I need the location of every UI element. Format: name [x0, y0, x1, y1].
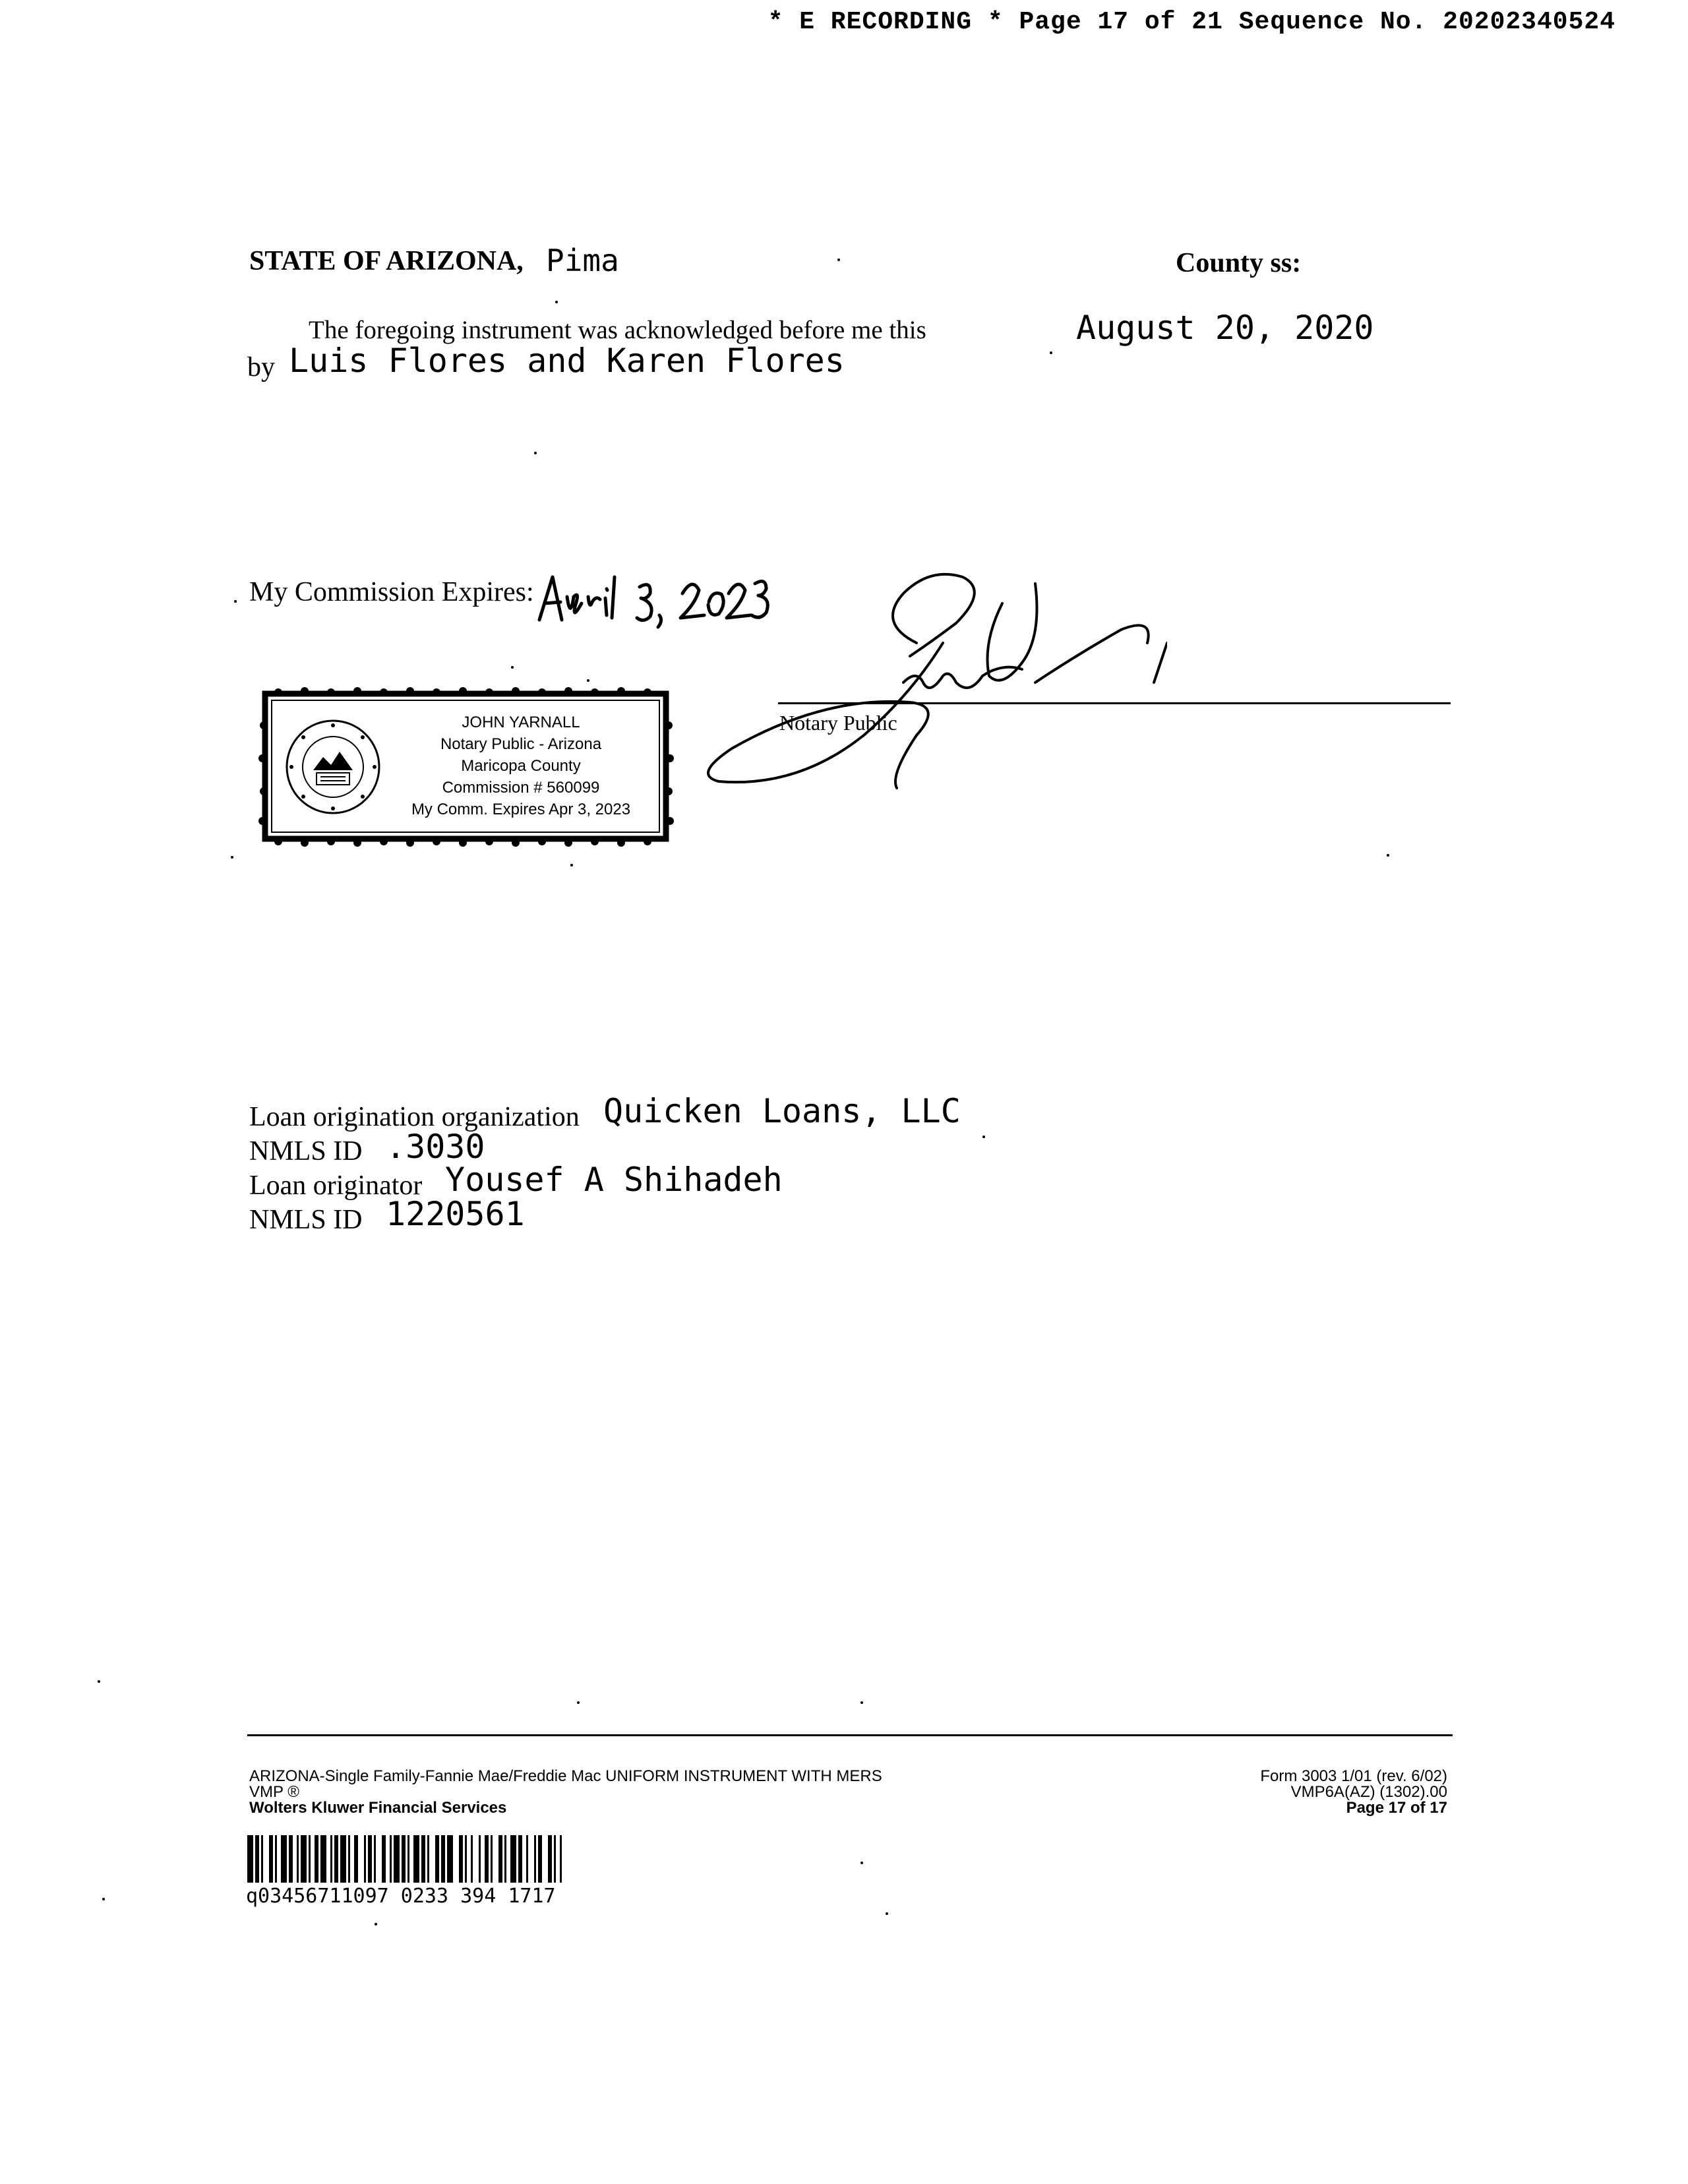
loan-org-value: Quicken Loans, LLC: [603, 1092, 961, 1130]
barcode-number: q03456711097 0233 394 1717: [246, 1885, 556, 1908]
by-label: by: [247, 352, 275, 382]
barcode-bar: [255, 1835, 259, 1883]
barcode-bar: [301, 1835, 307, 1883]
barcode-bar: [340, 1835, 346, 1883]
scan-speck: [98, 1680, 100, 1683]
scan-speck: [555, 301, 558, 303]
originator-nmls-value: 1220561: [386, 1195, 525, 1233]
loan-org-label: Loan origination organization: [249, 1102, 580, 1132]
footer-form-description: ARIZONA-Single Family-Fannie Mae/Freddie Mac UNIFORM INSTRUMENT WITH MERS: [249, 1767, 882, 1785]
signature-icon: [692, 564, 1167, 801]
stamp-notary-name: JOHN YARNALL: [462, 713, 580, 731]
commission-expires-label: My Commission Expires:: [249, 577, 534, 607]
signer-names: Luis Flores and Karen Flores: [289, 342, 845, 380]
barcode-bar: [465, 1835, 467, 1883]
recording-header: * E RECORDING * Page 17 of 21 Sequence No. 20202340524: [768, 8, 1615, 36]
barcode-bar: [421, 1835, 425, 1883]
barcode-bar: [447, 1835, 453, 1883]
barcode-bar: [538, 1835, 542, 1883]
loan-originator-value: Yousef A Shihadeh: [445, 1161, 783, 1199]
org-nmls-label: NMLS ID: [249, 1136, 363, 1167]
barcode-bar: [382, 1835, 386, 1883]
barcode-bar: [504, 1835, 506, 1883]
barcode-bar: [247, 1835, 253, 1883]
barcode-bar: [275, 1835, 277, 1883]
barcode-bar: [364, 1835, 366, 1883]
footer-publisher: Wolters Kluwer Financial Services: [249, 1799, 507, 1817]
footer-divider: [247, 1734, 1453, 1736]
barcode-bar: [554, 1835, 556, 1883]
barcode-bar: [479, 1835, 481, 1883]
barcode-bar: [427, 1835, 429, 1883]
barcode-bar: [534, 1835, 536, 1883]
acknowledgment-text: The foregoing instrument was acknowledged before me this: [309, 316, 926, 344]
scan-speck: [534, 452, 537, 454]
acknowledgment-date: August 20, 2020: [1076, 309, 1374, 347]
county-ss-label: County ss:: [1176, 248, 1302, 278]
barcode-bar: [348, 1835, 350, 1883]
scan-speck: [375, 1923, 377, 1926]
scan-speck: [231, 856, 233, 859]
scan-speck: [837, 258, 840, 261]
stamp-commission-number: Commission # 560099: [442, 779, 600, 797]
scan-speck: [1050, 351, 1052, 354]
footer-vmp: VMP ®: [249, 1783, 299, 1801]
barcode-bar: [471, 1835, 473, 1883]
county-name: Pima: [546, 243, 619, 278]
barcode-bar: [548, 1835, 552, 1883]
state-label: STATE OF ARIZONA,: [249, 246, 524, 276]
barcode-bar: [289, 1835, 293, 1883]
originator-nmls-label: NMLS ID: [249, 1205, 363, 1235]
scan-speck: [860, 1701, 863, 1704]
scan-speck: [234, 600, 237, 603]
barcode-bar: [459, 1835, 463, 1883]
scan-speck: [1387, 854, 1389, 857]
barcode-bar: [407, 1835, 409, 1883]
loan-originator-label: Loan originator: [249, 1170, 423, 1201]
barcode-bar: [390, 1835, 392, 1883]
barcode-bar: [261, 1835, 263, 1883]
barcode-bar: [309, 1835, 311, 1883]
barcode-bar: [281, 1835, 287, 1883]
org-nmls-value: .3030: [386, 1128, 485, 1166]
scan-speck: [860, 1862, 863, 1864]
barcode-bar: [297, 1835, 299, 1883]
barcode-bar: [269, 1835, 273, 1883]
state-seal-icon: [284, 717, 382, 816]
barcode-bar: [402, 1835, 406, 1883]
notary-public-label: Notary Public: [779, 711, 897, 735]
barcode-bar: [560, 1835, 562, 1883]
barcode-bar: [498, 1835, 502, 1883]
scan-speck: [587, 679, 589, 682]
barcode-bar: [334, 1835, 338, 1883]
footer-page-number: Page 17 of 17: [1346, 1799, 1447, 1817]
barcode-bar: [518, 1835, 522, 1883]
scan-speck: [982, 1136, 985, 1138]
barcode-bar: [354, 1835, 358, 1883]
barcode-bar: [491, 1835, 493, 1883]
barcode-bar: [330, 1835, 332, 1883]
barcode-bar: [394, 1835, 400, 1883]
footer-vmp-code: VMP6A(AZ) (1302).00: [1290, 1783, 1447, 1801]
barcode-bar: [368, 1835, 372, 1883]
scan-speck: [102, 1898, 105, 1900]
barcode-bar: [315, 1835, 318, 1883]
barcode-bar: [441, 1835, 445, 1883]
stamp-notary-title: Notary Public - Arizona: [440, 735, 602, 753]
scan-speck: [886, 1912, 888, 1915]
barcode-bar: [510, 1835, 516, 1883]
barcode-bar: [435, 1835, 439, 1883]
barcode-bar: [485, 1835, 489, 1883]
stamp-county: Maricopa County: [461, 757, 581, 775]
stamp-expiration: My Comm. Expires Apr 3, 2023: [411, 801, 631, 818]
barcode-bar: [413, 1835, 419, 1883]
scan-speck: [577, 1701, 580, 1704]
barcode-bar: [526, 1835, 528, 1883]
barcode-icon: [247, 1835, 715, 1883]
barcode-bar: [320, 1835, 326, 1883]
scan-speck: [511, 666, 514, 669]
scan-speck: [570, 864, 573, 866]
footer-form-number: Form 3003 1/01 (rev. 6/02): [1260, 1767, 1447, 1785]
barcode-bar: [374, 1835, 376, 1883]
